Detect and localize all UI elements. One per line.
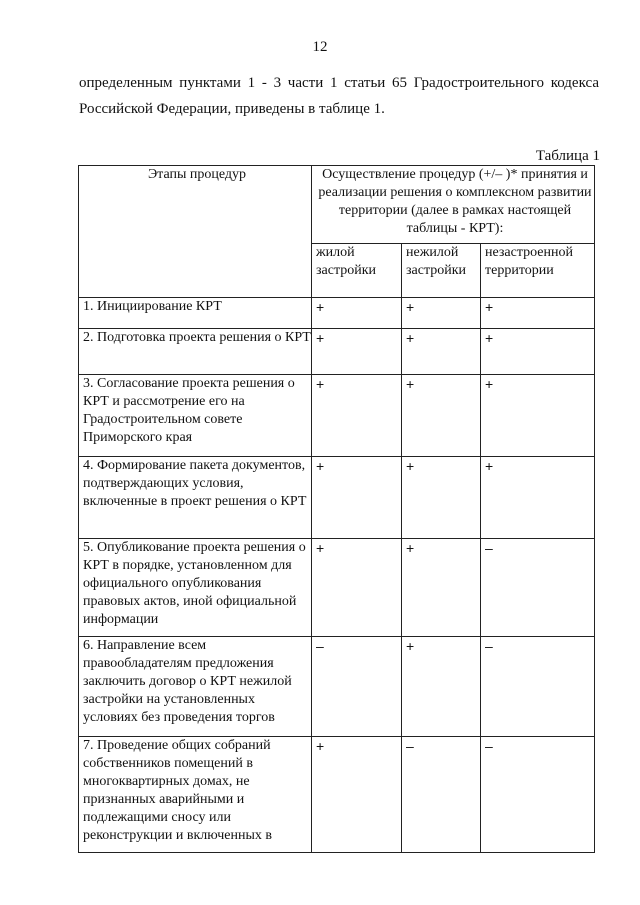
header-procedures: Осуществление процедур (+/– )* принятия и реализации решения о комплексном развитии территории (далее в рамках настоящей таблицы - КРТ): — [312, 166, 595, 244]
stage-cell: 7. Проведение общих собраний собственников помещений в многоквартирных домах, не признанных аварийными и подлежащими сносу или реконструкции и включенных в — [79, 737, 312, 853]
procedures-table — [78, 165, 595, 853]
table-row — [79, 298, 595, 329]
mark-undeveloped: + — [481, 457, 595, 539]
mark-undeveloped: – — [481, 737, 595, 853]
mark-nonresidential: + — [402, 329, 481, 375]
mark-nonresidential: + — [402, 539, 481, 637]
mark-undeveloped: – — [481, 539, 595, 637]
stage-cell: 5. Опубликование проекта решения о КРТ в порядке, установленном для официального опубликования правовых актов, иной официальной информации — [79, 539, 312, 637]
table-caption: Таблица 1 — [535, 148, 600, 164]
mark-residential: – — [312, 637, 402, 737]
table-header-row — [79, 166, 595, 244]
stage-cell: 6. Направление всем правообладателям предложения заключить договор о КРТ нежилой застройки на установленных условиях без проведения торгов — [79, 637, 312, 737]
page-number: 12 — [312, 39, 328, 55]
table-row — [79, 329, 595, 375]
header-undeveloped: незастроенной территории — [481, 244, 595, 298]
mark-nonresidential: + — [402, 637, 481, 737]
header-nonresidential: нежилой застройки — [402, 244, 481, 298]
mark-nonresidential: + — [402, 298, 481, 329]
mark-undeveloped: + — [481, 329, 595, 375]
mark-residential: + — [312, 375, 402, 457]
stage-cell: 4. Формирование пакета документов, подтверждающих условия, включенные в проект решения о КРТ — [79, 457, 312, 539]
header-residential: жилой застройки — [312, 244, 402, 298]
intro-paragraph: определенным пунктами 1 - 3 части 1 статьи 65 Градостроительного кодекса Российской Федерации, приведены в таблице 1. — [79, 75, 599, 117]
mark-nonresidential: + — [402, 375, 481, 457]
mark-residential: + — [312, 329, 402, 375]
table-row — [79, 457, 595, 539]
mark-undeveloped: + — [481, 298, 595, 329]
stage-cell: 2. Подготовка проекта решения о КРТ — [79, 329, 312, 375]
table-row — [79, 737, 595, 853]
mark-residential: + — [312, 737, 402, 853]
table-row — [79, 539, 595, 637]
mark-nonresidential: + — [402, 457, 481, 539]
mark-residential: + — [312, 298, 402, 329]
mark-residential: + — [312, 457, 402, 539]
mark-residential: + — [312, 539, 402, 637]
mark-nonresidential: – — [402, 737, 481, 853]
mark-undeveloped: – — [481, 637, 595, 737]
stage-cell: 3. Согласование проекта решения о КРТ и рассмотрение его на Градостроительном совете Приморского края — [79, 375, 312, 457]
mark-undeveloped: + — [481, 375, 595, 457]
table-row — [79, 637, 595, 737]
header-stages: Этапы процедур — [79, 166, 312, 298]
stage-cell: 1. Инициирование КРТ — [79, 298, 312, 329]
table-row — [79, 375, 595, 457]
